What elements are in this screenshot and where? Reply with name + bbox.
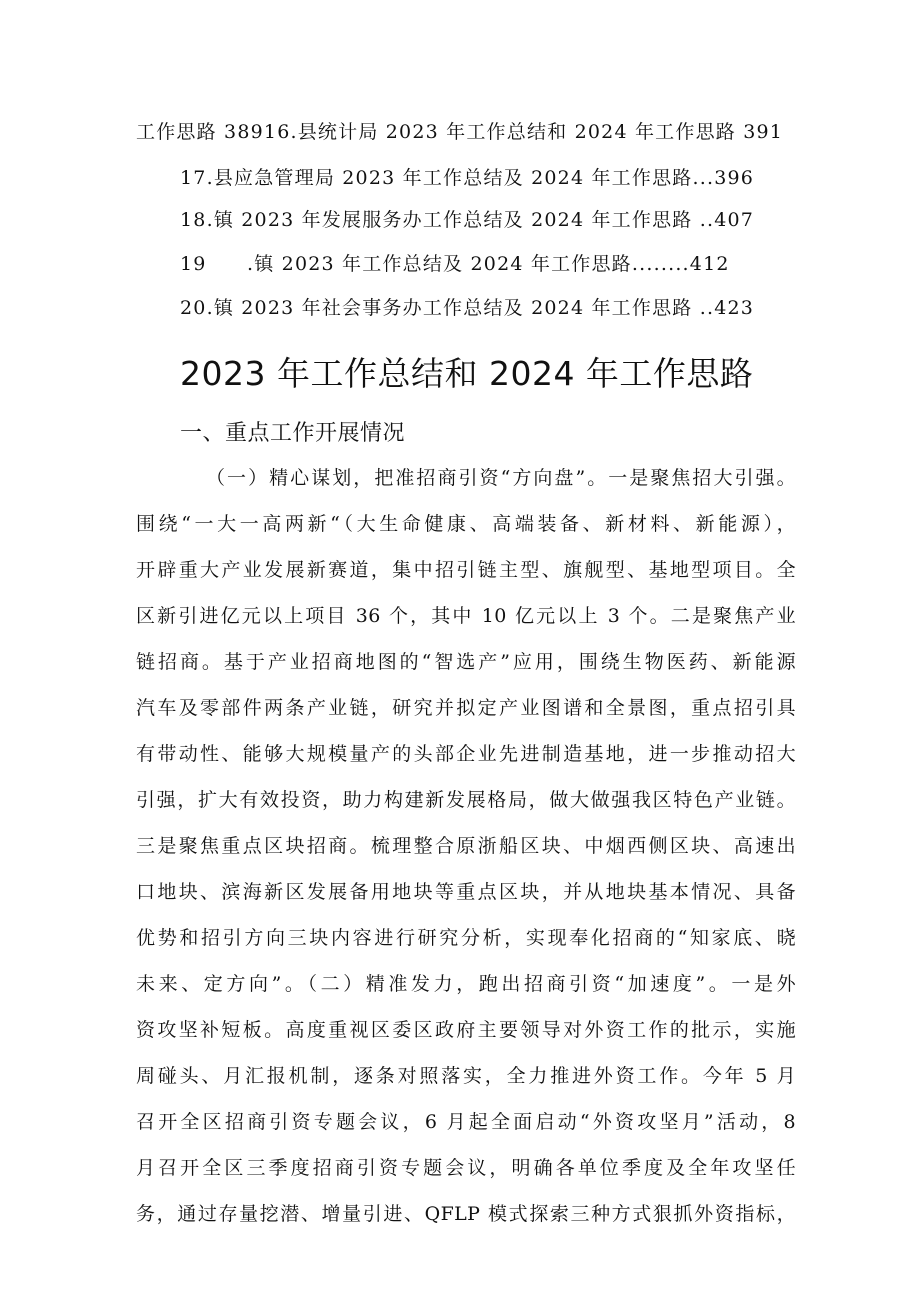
toc-entry-16[interactable]: 工作思路 38916.县统计局 2023 年工作总结和 2024 年工作思路 391: [136, 121, 784, 143]
body-line: 引强，扩大有效投资，助力构建新发展格局，做大做强我区特色产业链。: [136, 789, 796, 811]
body-line: 召开全区招商引资专题会议，6 月起全面启动“外资攻坚月”活动，8: [136, 1111, 796, 1133]
toc-entry-17[interactable]: 17.县应急管理局 2023 年工作总结及 2024 年工作思路...396: [180, 167, 755, 189]
body-line: 未来、定方向”。（二）精准发力，跑出招商引资“加速度”。一是外: [136, 973, 796, 995]
body-paragraph: [136, 455, 796, 1237]
body-line: 月召开全区三季度招商引资专题会议，明确各单位季度及全年攻坚任: [136, 1157, 796, 1179]
body-line: 链招商。基于产业招商地图的“智选产”应用，围绕生物医药、新能源: [136, 651, 796, 673]
body-line: 有带动性、能够大规模量产的头部企业先进制造基地，进一步推动招大: [136, 743, 796, 765]
body-line: 务，通过存量挖潜、增量引进、QFLP 模式探索三种方式狠抓外资指标，: [136, 1203, 796, 1225]
body-line: 资攻坚补短板。高度重视区委区政府主要领导对外资工作的批示，实施: [136, 1019, 796, 1041]
body-line: （一）精心谋划，把准招商引资“方向盘”。一是聚焦招大引强。: [206, 467, 796, 489]
document-title: 2023 年工作总结和 2024 年工作思路: [180, 354, 754, 393]
body-line: 开辟重大产业发展新赛道，集中招引链主型、旗舰型、基地型项目。全: [136, 559, 796, 581]
body-line: 汽车及零部件两条产业链，研究并拟定产业图谱和全景图，重点招引具: [136, 697, 796, 719]
toc-entry-18[interactable]: 18.镇 2023 年发展服务办工作总结及 2024 年工作思路 ..407: [180, 209, 755, 231]
body-line: 围绕“一大一高两新“（大生命健康、高端装备、新材料、新能源），: [136, 513, 796, 535]
section-heading: 一、重点工作开展情况: [180, 421, 406, 446]
body-line: 三是聚焦重点区块招商。梳理整合原浙船区块、中烟西侧区块、高速出: [136, 835, 796, 857]
body-line: 区新引进亿元以上项目 36 个，其中 10 亿元以上 3 个。二是聚焦产业: [136, 605, 796, 627]
body-line: 口地块、滨海新区发展备用地块等重点区块，并从地块基本情况、具备: [136, 881, 796, 903]
body-line: 优势和招引方向三块内容进行研究分析，实现奉化招商的“知家底、晓: [136, 927, 796, 949]
toc-entry-19[interactable]: 19 .镇 2023 年工作总结及 2024 年工作思路........412: [180, 253, 730, 275]
body-line: 周碰头、月汇报机制，逐条对照落实，全力推进外资工作。今年 5 月: [136, 1065, 796, 1087]
toc-entry-20[interactable]: 20.镇 2023 年社会事务办工作总结及 2024 年工作思路 ..423: [180, 297, 755, 319]
